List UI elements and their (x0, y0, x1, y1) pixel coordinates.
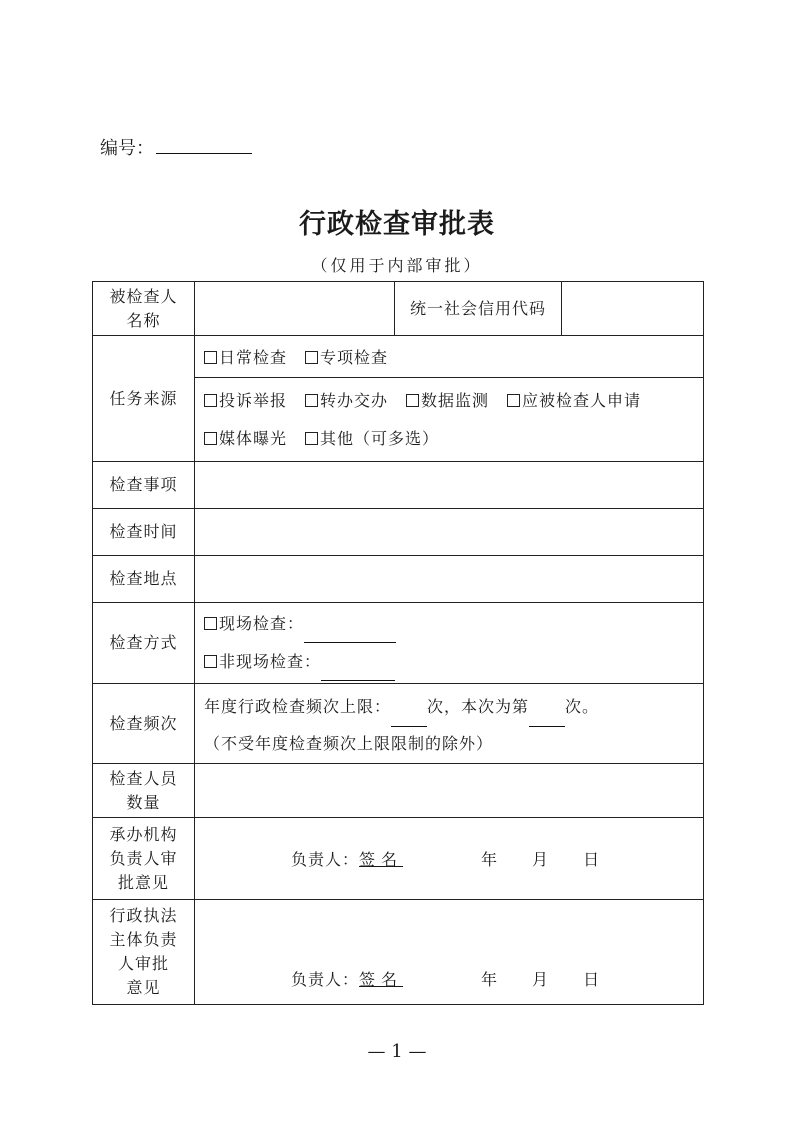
frequency-line: 年度行政检查频次上限： 次，本次为第 次。 (204, 687, 703, 727)
row-target (93, 282, 704, 336)
row-method (93, 603, 704, 684)
staff-field[interactable] (195, 764, 704, 818)
item-field[interactable] (195, 462, 704, 509)
checkbox-option[interactable] (204, 345, 287, 368)
org-approval-label: 承办机构 负责人审 批意见 (93, 818, 195, 900)
place-field[interactable] (195, 556, 704, 603)
row-frequency (93, 684, 704, 764)
task-source-line-3 (204, 420, 703, 458)
checkbox[interactable] (406, 394, 419, 407)
time-field[interactable] (195, 509, 704, 556)
method-onsite[interactable]: 现场检查： (204, 605, 703, 643)
checkbox[interactable] (204, 394, 217, 407)
checkbox[interactable] (305, 394, 318, 407)
onsite-blank[interactable] (304, 626, 396, 643)
checkbox-label: 专项检查 (320, 348, 389, 367)
row-entity-approval (93, 900, 704, 1005)
entity-approval-field[interactable] (195, 900, 704, 1005)
approval-table (92, 281, 704, 1005)
frequency-field (195, 684, 704, 764)
checkbox-label: 日常检查 (219, 348, 288, 367)
frequency-note: （不受年度检查频次上限限制的除外） (204, 733, 494, 753)
checkbox-option[interactable] (507, 382, 641, 420)
method-offsite[interactable]: 非现场检查： (204, 643, 703, 681)
row-time (93, 509, 704, 556)
form-title: 行政检查审批表 (299, 209, 495, 240)
serial-number (100, 134, 252, 160)
credit-code-field[interactable] (562, 282, 704, 336)
frequency-current-blank[interactable] (529, 710, 565, 727)
row-task-source-1 (93, 336, 704, 378)
checkbox[interactable] (507, 394, 520, 407)
staff-label: 检查人员 数量 (93, 764, 195, 818)
credit-code-label: 统一社会信用代码 (395, 282, 562, 336)
task-source-group-1 (195, 336, 704, 378)
row-item (93, 462, 704, 509)
time-label: 检查时间 (93, 509, 195, 556)
checkbox-label: 其他（可多选） (320, 428, 440, 448)
task-source-line-2 (204, 382, 703, 420)
checkbox[interactable] (204, 617, 217, 630)
checkbox-label: 转办交办 (320, 390, 389, 410)
checkbox[interactable] (204, 432, 217, 445)
row-org-approval (93, 818, 704, 900)
sign-field[interactable]: 签名 (359, 850, 404, 869)
item-label: 检查事项 (93, 462, 195, 509)
checkbox-option[interactable] (305, 382, 388, 420)
checkbox-label: 应被检查人申请 (522, 390, 642, 410)
org-signature-line: 负责人： 签名 年 月 日 (195, 847, 703, 870)
task-source-label: 任务来源 (93, 336, 195, 462)
checkbox[interactable] (204, 351, 217, 364)
checkbox[interactable] (305, 432, 318, 445)
frequency-label: 检查频次 (93, 684, 195, 764)
checkbox[interactable] (305, 351, 318, 364)
page-number: — 1 — (367, 1041, 427, 1062)
checkbox-option[interactable] (204, 420, 287, 458)
serial-blank[interactable] (156, 137, 252, 154)
row-staff (93, 764, 704, 818)
target-name-field[interactable] (195, 282, 395, 336)
serial-label: 编号： (100, 138, 154, 159)
checkbox-option[interactable] (305, 345, 388, 368)
offsite-blank[interactable] (321, 664, 395, 681)
method-field (195, 603, 704, 684)
checkbox-option[interactable] (406, 382, 489, 420)
task-source-group-2 (195, 378, 704, 462)
org-approval-field[interactable] (195, 818, 704, 900)
target-name-label: 被检查人 名称 (93, 282, 195, 336)
checkbox-label: 媒体曝光 (219, 428, 288, 448)
checkbox-label: 投诉举报 (219, 390, 288, 410)
checkbox[interactable] (204, 655, 217, 668)
sign-field[interactable]: 签名 (359, 970, 404, 989)
place-label: 检查地点 (93, 556, 195, 603)
frequency-limit-blank[interactable] (391, 710, 427, 727)
method-label: 检查方式 (93, 603, 195, 684)
form-subtitle: （仅用于内部审批） (311, 256, 483, 275)
entity-approval-label: 行政执法 主体负责 人审批 意见 (93, 900, 195, 1005)
checkbox-label: 数据监测 (421, 390, 490, 410)
checkbox-option[interactable] (204, 382, 287, 420)
entity-signature-line: 负责人： 签名 年 月 日 (195, 967, 703, 990)
row-place (93, 556, 704, 603)
checkbox-option[interactable] (305, 420, 439, 458)
